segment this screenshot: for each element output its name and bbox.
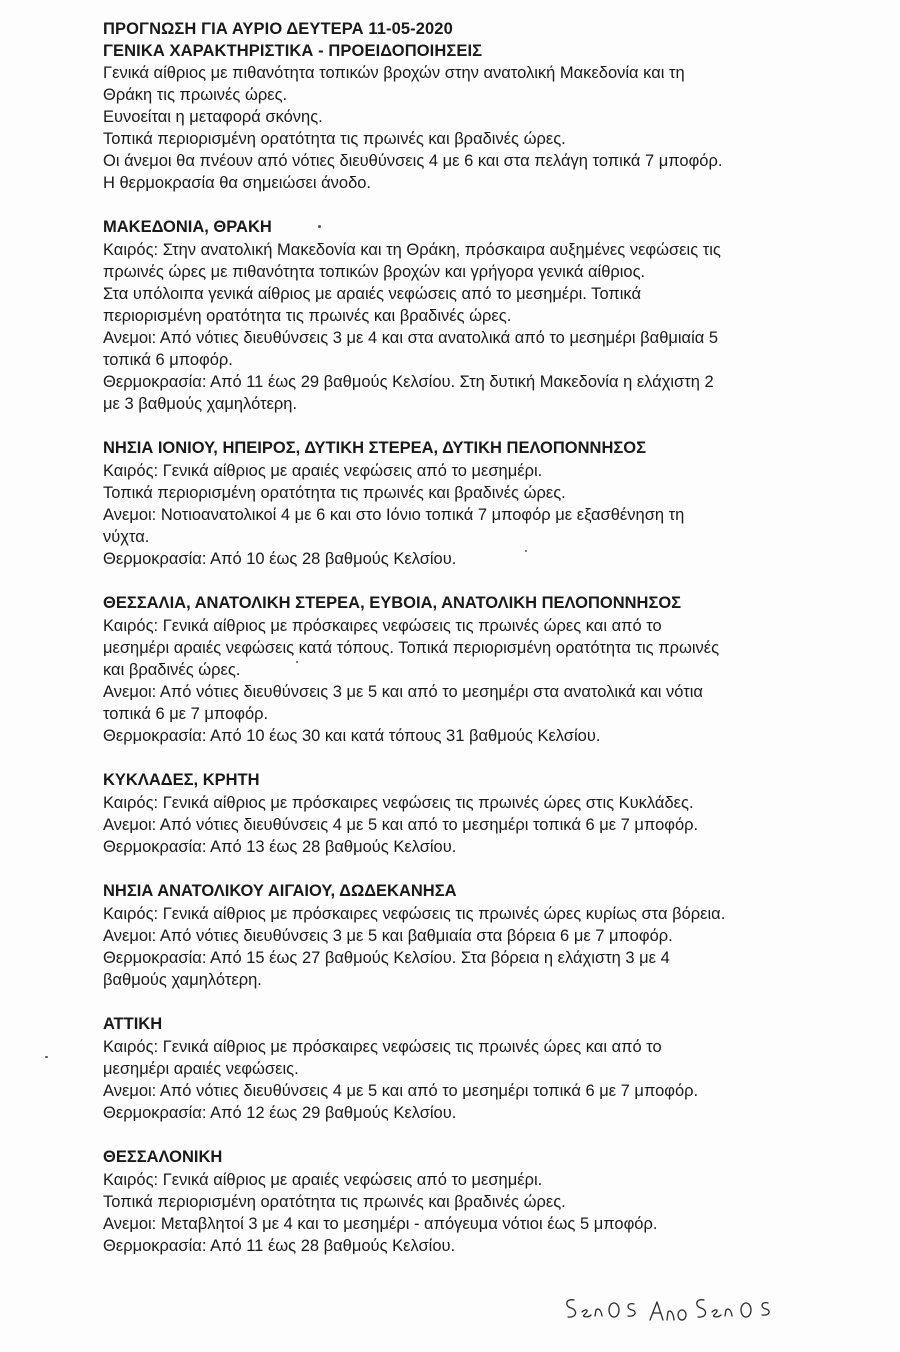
section-thessaly-east (103, 592, 843, 747)
signature-stroke (741, 1303, 751, 1317)
section-line: τοπικά 6 με 7 μποφόρ. (103, 705, 269, 723)
section-line: Ανεμοι: Από νότιες διευθύνσεις 3 με 5 και από το μεσημέρι στα ανατολικά και νότια (103, 683, 703, 701)
section-macedonia-thrace (103, 216, 843, 415)
section-line: Καιρός: Γενικά αίθριος με πρόσκαιρες νεφώσεις τις πρωινές ώρες και από το (103, 617, 662, 635)
section-line: Ανεμοι: Από νότιες διευθύνσεις 3 με 5 και βαθμιαία στα βόρεια 6 με 7 μποφόρ. (103, 927, 673, 945)
section-line: Καιρός: Στην ανατολική Μακεδονία και τη Θράκη, πρόσκαιρα αυξημένες νεφώσεις τις (103, 241, 721, 259)
section-ionian-epirus (103, 437, 843, 570)
signature-stroke (762, 1303, 769, 1315)
signature-stroke (667, 1311, 674, 1320)
scan-speck (525, 550, 527, 552)
section-line: με 3 βαθμούς χαμηλότερη. (103, 395, 298, 413)
signature-stroke (582, 1310, 591, 1317)
section-heading: ΝΗΣΙΑ ΙΟΝΙΟΥ, ΗΠΕΙΡΟΣ, ΔΥΤΙΚΗ ΣΤΕΡΕΑ, ΔΥΤΙΚΗ ΠΕΛΟΠΟΝΝΗΣΟΣ (103, 439, 647, 457)
scan-speck (318, 225, 321, 228)
section-east-aegean (103, 880, 843, 991)
section-attica (103, 1013, 843, 1124)
signature-drawing (562, 1290, 792, 1330)
section-line: Θερμοκρασία: Από 11 έως 28 βαθμούς Κελσίου. (103, 1237, 456, 1255)
handwritten-signature (562, 1290, 792, 1330)
section-line: Ανεμοι: Από νότιες διευθύνσεις 4 με 5 και από το μεσημέρι τοπικά 6 με 7 μποφόρ. (103, 816, 699, 834)
section-line: Ανεμοι: Από νότιες διευθύνσεις 4 με 5 και από το μεσημέρι τοπικά 6 με 7 μποφόρ. (103, 1082, 699, 1100)
section-line: Θερμοκρασία: Από 10 έως 28 βαθμούς Κελσίου. (103, 550, 457, 568)
section-line: Ανεμοι: Από νότιες διευθύνσεις 3 με 4 και στα ανατολικά από το μεσημέρι βαθμιαία 5 (103, 329, 719, 347)
section-line: μεσημέρι αραιές νεφώσεις κατά τόπους. Τοπικά περιορισμένη ορατότητα τις πρωινές (103, 639, 720, 657)
signature-stroke (678, 1310, 686, 1320)
section-thessaloniki (103, 1146, 843, 1257)
scan-speck (45, 1056, 48, 1058)
general-line: Θράκη τις πρωινές ώρες. (103, 86, 288, 104)
general-line: Τοπικά περιορισμένη ορατότητα τις πρωινές και βραδινές ώρες. (103, 130, 566, 148)
signature-stroke (650, 1302, 663, 1320)
section-cyclades-crete (103, 769, 843, 858)
section-heading: ΘΕΣΣΑΛΙΑ, ΑΝΑΤΟΛΙΚΗ ΣΤΕΡΕΑ, ΕΥΒΟΙΑ, ΑΝΑΤΟΛΙΚΗ ΠΕΛΟΠΟΝΝΗΣΟΣ (103, 594, 682, 612)
section-line: μεσημέρι αραιές νεφώσεις. (103, 1060, 299, 1078)
section-line: Ανεμοι: Μεταβλητοί 3 με 4 και το μεσημέρι - απόγευμα νότιοι έως 5 μποφόρ. (103, 1215, 658, 1233)
section-line: Στα υπόλοιπα γενικά αίθριος με αραιές νεφώσεις από το μεσημέρι. Τοπικά (103, 285, 642, 303)
signature-stroke (697, 1300, 706, 1317)
scan-speck (296, 661, 298, 663)
section-line: Ανεμοι: Νοτιοανατολικοί 4 με 6 και στο Ιόνιο τοπικά 7 μποφόρ με εξασθένηση τη (103, 506, 685, 524)
section-line: βαθμούς χαμηλότερη. (103, 971, 262, 989)
general-line: Οι άνεμοι θα πνέουν από νότιες διευθύνσεις 4 με 6 και στα πελάγη τοπικά 7 μποφόρ. (103, 152, 723, 170)
section-line: Καιρός: Γενικά αίθριος με πρόσκαιρες νεφώσεις τις πρωινές ώρες στις Κυκλάδες. (103, 794, 694, 812)
section-heading: ΚΥΚΛΑΔΕΣ, ΚΡΗΤΗ (103, 771, 260, 789)
general-section (103, 62, 843, 194)
section-line: περιορισμένη ορατότητα τις πρωινές και βραδινές ώρες. (103, 307, 512, 325)
section-heading: ΝΗΣΙΑ ΑΝΑΤΟΛΙΚΟΥ ΑΙΓΑΙΟΥ, ΔΩΔΕΚΑΝΗΣΑ (103, 882, 457, 900)
document-subtitle: ΓΕΝΙΚΑ ΧΑΡΑΚΤΗΡΙΣΤΙΚΑ - ΠΡΟΕΙΔΟΠΟΙΗΣΕΙΣ (103, 42, 483, 60)
section-line: και βραδινές ώρες. (103, 661, 241, 679)
signature-stroke (712, 1310, 721, 1317)
section-heading: ΑΤΤΙΚΗ (103, 1015, 163, 1033)
section-line: πρωινές ώρες με πιθανότητα τοπικών βροχών και γρήγορα γενικά αίθριος. (103, 263, 646, 281)
signature-stroke (595, 1309, 602, 1316)
signature-stroke (628, 1304, 635, 1316)
section-line: Θερμοκρασία: Από 15 έως 27 βαθμούς Κελσίου. Στα βόρεια η ελάχιστη 3 με 4 (103, 949, 670, 967)
section-heading: ΜΑΚΕΔΟΝΙΑ, ΘΡΑΚΗ (103, 218, 272, 236)
signature-stroke (725, 1309, 732, 1316)
section-heading: ΘΕΣΣΑΛΟΝΙΚΗ (103, 1148, 223, 1166)
signature-stroke (567, 1300, 576, 1317)
general-line: Η θερμοκρασία θα σημειώσει άνοδο. (103, 174, 372, 192)
section-line: Τοπικά περιορισμένη ορατότητα τις πρωινές και βραδινές ώρες. (103, 1193, 566, 1211)
section-line: Τοπικά περιορισμένη ορατότητα τις πρωινές και βραδινές ώρες. (103, 484, 566, 502)
general-line: Γενικά αίθριος με πιθανότητα τοπικών βροχών στην ανατολική Μακεδονία και τη (103, 64, 685, 82)
section-line: Καιρός: Γενικά αίθριος με πρόσκαιρες νεφώσεις τις πρωινές ώρες και από το (103, 1038, 662, 1056)
section-line: Καιρός: Γενικά αίθριος με αραιές νεφώσεις από το μεσημέρι. (103, 462, 543, 480)
section-line: τοπικά 6 μποφόρ. (103, 351, 233, 369)
section-line: Θερμοκρασία: Από 10 έως 30 και κατά τόπους 31 βαθμούς Κελσίου. (103, 727, 601, 745)
section-line: νύχτα. (103, 528, 150, 546)
signature-stroke (609, 1303, 619, 1317)
section-line: Θερμοκρασία: Από 13 έως 28 βαθμούς Κελσίου. (103, 838, 457, 856)
section-line: Θερμοκρασία: Από 11 έως 29 βαθμούς Κελσίου. Στη δυτική Μακεδονία η ελάχιστη 2 (103, 373, 714, 391)
document-title: ΠΡΟΓΝΩΣΗ ΓΙΑ ΑΥΡΙΟ ΔΕΥΤΕΡΑ 11-05-2020 (103, 20, 453, 38)
section-line: Καιρός: Γενικά αίθριος με αραιές νεφώσεις από το μεσημέρι. (103, 1171, 543, 1189)
section-line: Θερμοκρασία: Από 12 έως 29 βαθμούς Κελσίου. (103, 1104, 457, 1122)
general-line: Ευνοείται η μεταφορά σκόνης. (103, 108, 323, 126)
section-line: Καιρός: Γενικά αίθριος με πρόσκαιρες νεφώσεις τις πρωινές ώρες κυρίως στα βόρεια. (103, 905, 726, 923)
forecast-document (103, 18, 843, 1257)
